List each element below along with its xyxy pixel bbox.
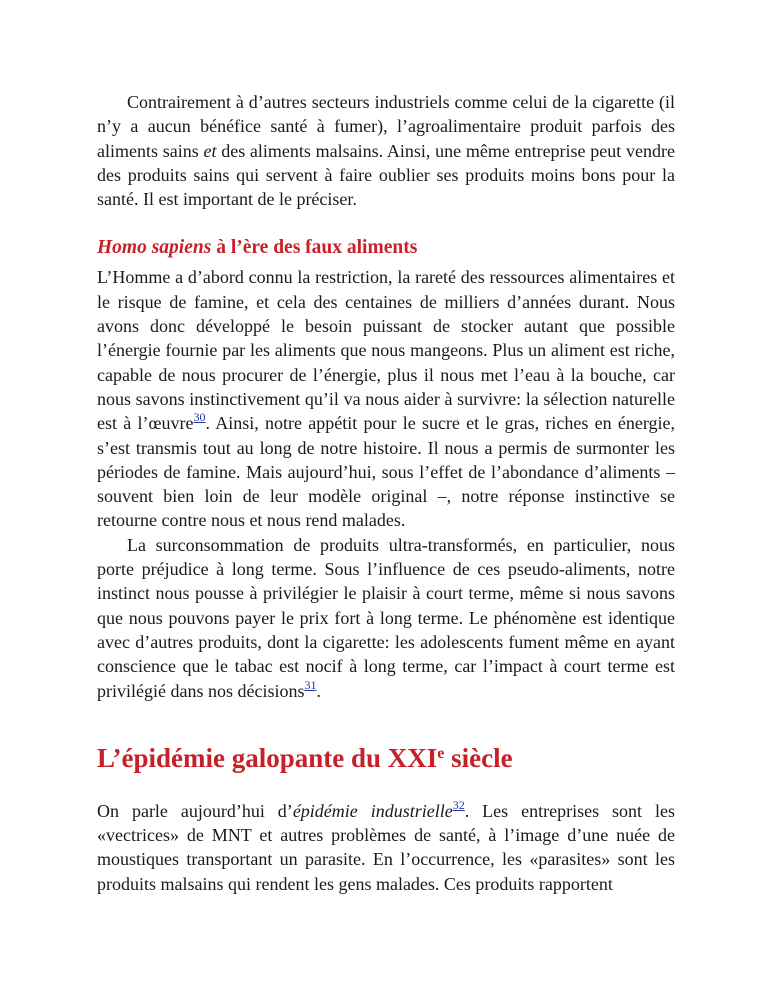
footnote-link-30[interactable]: 30 bbox=[193, 410, 206, 425]
intro-emphasis: et bbox=[203, 140, 217, 161]
chapter-heading-text: L’épidémie galopante du XXI bbox=[97, 742, 438, 773]
epidemie-paragraph-1 bbox=[97, 799, 675, 896]
intro-text: Contrairement à d’autres secteurs industriels comme celui de la cigarette (il n’y a aucun bénéfice santé à fumer), l’agroalimentaire produit parfois des aliments sains bbox=[97, 92, 675, 161]
paragraph-emphasis: épidémie industrielle bbox=[292, 800, 453, 821]
intro-text-cont: des aliments malsains. Ainsi, une même entreprise peut vendre des produits sains qui servent à faire oublier ses produits moins bons pour la santé. Il est important de le préciser. bbox=[97, 140, 675, 210]
section-heading-text: à l’ère des faux aliments bbox=[211, 237, 418, 259]
intro-paragraph bbox=[97, 90, 675, 211]
paragraph-text: La surconsommation de produits ultra-transformés, en particulier, nous porte préjudice à long terme. Sous l’influence de ces pseudo-aliments, notre instinct nous pousse à privilégier le plaisir à court terme, même si nous savons que nous pouvons payer le prix fort à long terme. Le phénomène est identique avec d’autres produits, dont la cigarette: les adolescents fument même en ayant conscience que le tabac est nocif à long terme, car l’impact à court terme est privilégié dans nos décisions bbox=[97, 534, 675, 701]
paragraph-text-cont: . Les entreprises sont les «vectrices» de MNT et autres problèmes de santé, à l’image d’une nuée de moustiques transportant un parasite. En l’occurrence, les «parasites» sont les produits malsains qui rendent les gens malades. Ces produits rapportent bbox=[97, 800, 675, 894]
paragraph-text: L’Homme a d’abord connu la restriction, la rareté des ressources alimentaires et le risque de famine, et cela des centaines de milliers d’années durant. Nous avons donc développé le besoin puissant de stocker autant que possible l’énergie fournie par les aliments que nous mangeons. Plus un aliment est riche, capable de nous procurer de l’énergie, plus il nous met l’eau à la bouche, car nous savons instinctivement qu’il va nous aider à survivre: la sélection naturelle est à l’œuvre bbox=[97, 267, 675, 434]
paragraph-text: On parle aujourd’hui d’ bbox=[97, 800, 293, 821]
footnote-link-32[interactable]: 32 bbox=[452, 797, 465, 812]
homo-sapiens-paragraph-1 bbox=[97, 265, 675, 532]
chapter-heading-epidemie bbox=[97, 741, 675, 775]
homo-sapiens-paragraph-2 bbox=[97, 533, 675, 703]
chapter-heading-superscript: e bbox=[437, 744, 445, 762]
paragraph-text-cont: . bbox=[316, 680, 321, 701]
section-heading-homo-sapiens bbox=[97, 235, 675, 261]
section-heading-emphasis: Homo sapiens bbox=[97, 237, 212, 259]
chapter-heading-text-cont: siècle bbox=[444, 742, 513, 773]
paragraph-text-cont: . Ainsi, notre appétit pour le sucre et le gras, riches en énergie, s’est transmis tout au long de notre histoire. Il nous a permis de surmonter les périodes de famine. Mais aujourd’hui, sous l’effet de l’abondance d’aliments – souvent bien loin de leur modèle original –, notre réponse instinctive se retourne contre nous et nous rend malades. bbox=[97, 413, 675, 531]
footnote-link-31[interactable]: 31 bbox=[304, 677, 317, 692]
document-page bbox=[97, 90, 675, 896]
